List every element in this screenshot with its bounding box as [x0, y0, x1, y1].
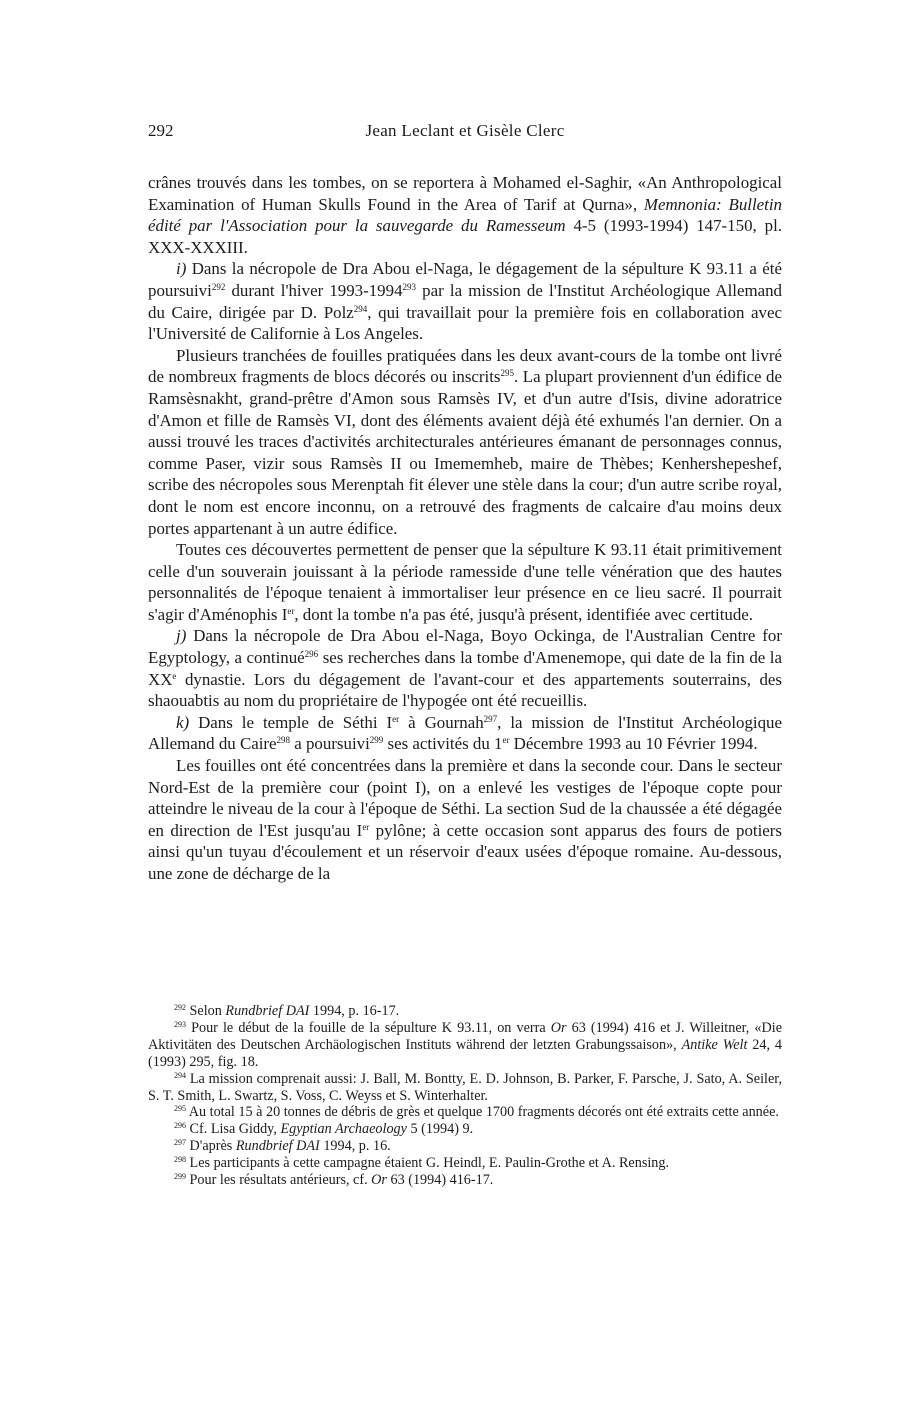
italic-title: Antike Welt — [681, 1036, 748, 1053]
text-run: Pour les résultats antérieurs, cf. — [186, 1172, 372, 1189]
text-run: 24, 4 (1993) 295, fig. 18. — [148, 1036, 782, 1070]
text-run: Toutes ces découvertes permettent de penser que la sépulture K 93.11 était primitivement celle d'un souverain jouissant à la période ramesside d'une telle vénération que des hautes personnalités de l'époque tenaient à immortaliser leur présence en ce lieu sacré. Il pourrait s'agir d'Aménophis I — [148, 540, 782, 624]
page-number: 292 — [148, 121, 174, 140]
italic-title: Or — [550, 1019, 567, 1036]
footnote-ref[interactable]: 294 — [353, 303, 368, 314]
text-run: ses activités du 1 — [383, 734, 503, 754]
text-run: Plusieurs tranchées de fouilles pratiquées dans les deux avant-cours de la tombe ont livré de nombreux fragments de blocs décorés ou inscrits — [148, 345, 782, 387]
text-run: 5 (1994) 9. — [406, 1121, 474, 1138]
text-run: 63 (1994) 416 et J. Willeitner, «Die Aktivitäten des Deutschen Archäologischen Instituts während der letzten Grabungssaison», — [148, 1019, 783, 1053]
paragraph — [148, 625, 782, 711]
text-run: Cf. Lisa Giddy, — [186, 1121, 281, 1138]
text-run: a poursuivi — [290, 734, 370, 754]
footnote — [148, 1071, 782, 1105]
footnote — [148, 1121, 782, 1138]
text-run: 63 (1994) 416-17. — [386, 1172, 494, 1189]
footnote-ref[interactable]: 299 — [369, 735, 384, 746]
footnote — [148, 1104, 782, 1121]
text-run: Dans le temple de Séthi I — [189, 712, 393, 732]
text-run: Les fouilles ont été concentrées dans la première et dans la seconde cour. Dans le secteur Nord-Est de la première cour (point I), on a enlevé les vestiges de l'époque copte pour atteindre le niveau de la cour à l'époque de Séthi. La section Sud de la chaussée a été dégagée en direction de l'Est jusqu'au I — [148, 756, 782, 840]
paragraph — [148, 258, 782, 344]
footnote-number: 295 — [174, 1104, 186, 1114]
text-run: . La plupart proviennent d'un édifice de Ramsèsnakht, grand-prêtre d'Amon sous Ramsès IV, et d'un autre d'Isis, divine adoratrice d'Amon et fille de Ramsès VI, dont des éléments avaient déjà été exhumés l'an dernier. On a aussi trouvé les traces d'activités architecturales antérieures émanant de personnages connus, comme Paser, vizir sous Ramsès II ou Imememheb, maire de Thèbes; Kenhershepeshef, scribe des nécropoles sous Merenptah fit élever une stèle dans la cour; d'un autre scribe royal, dont le nom est encore inconnu, on a retrouvé des fragments de calcaire d'au moins deux portes appartenant à un autre édifice. — [148, 367, 782, 538]
section-letter: k) — [176, 712, 190, 732]
text-run: 1994, p. 16-17. — [309, 1003, 400, 1019]
paragraph — [148, 539, 782, 625]
footnote — [148, 1020, 782, 1071]
italic-title: Egyptian Archaeology — [280, 1121, 407, 1138]
text-run: à Gournah — [399, 712, 484, 732]
running-title: Jean Leclant et Gisèle Clerc — [365, 121, 565, 140]
text-run: par la mission de l'Institut Archéologique Allemand du Caire, dirigée par D. Polz — [148, 280, 782, 322]
running-header — [148, 121, 782, 143]
footnote-ref[interactable]: 292 — [211, 281, 226, 292]
text-run: dynastie. Lors du dégagement de l'avant-cour et des appartements souterrains, des shaouabtis au nom du propriétaire de l'hypogée ont été recueillis. — [148, 669, 782, 711]
footnote — [148, 1138, 782, 1155]
footnote-number: 299 — [174, 1172, 186, 1182]
text-run: , dont la tombe n'a pas été, jusqu'à présent, identifiée avec certitude. — [294, 604, 754, 624]
section-letter: i) — [176, 259, 187, 279]
ordinal-superscript: e — [172, 670, 177, 681]
footnote-number: 292 — [174, 1003, 186, 1012]
text-run: pylône; à cette occasion sont apparus des fours de potiers ainsi qu'un tuyau d'écoulement et un réservoir d'eaux usées d'époque romaine. Au-dessous, une zone de décharge de la — [148, 820, 782, 883]
paragraph — [148, 712, 782, 755]
ordinal-superscript: er — [362, 821, 370, 832]
footnote-number: 296 — [174, 1121, 186, 1131]
ordinal-superscript: er — [392, 713, 400, 724]
text-run: La mission comprenait aussi: J. Ball, M. Bontty, E. D. Johnson, B. Parker, F. Parsche, J. Sato, A. Seiler, S. T. Smith, L. Swartz, S. Voss, C. Weyss et S. Winterhalter. — [148, 1070, 782, 1104]
text-run: Au total 15 à 20 tonnes de débris de grès et quelque 1700 fragments décorés ont été extraits cette année. — [186, 1104, 779, 1121]
text-run: Dans la nécropole de Dra Abou el-Naga, le dégagement de la sépulture K 93.11 a été poursuivi — [148, 259, 782, 300]
footnote-ref[interactable]: 297 — [483, 713, 498, 724]
text-run: Décembre 1993 au 10 Février 1994. — [509, 734, 758, 754]
text-run: ses recherches dans la tombe d'Amenemope, qui date de la fin de la XX — [148, 648, 782, 689]
text-run: Les participants à cette campagne étaient G. Heindl, E. Paulin-Grothe et A. Rensing. — [186, 1155, 670, 1172]
footnotes — [148, 1003, 782, 1189]
text-run: , qui travaillait pour la première fois en collaboration avec l'Université de Californie à Los Angeles. — [148, 302, 782, 344]
footnote-ref[interactable]: 296 — [304, 649, 319, 660]
footnote-number: 298 — [174, 1155, 186, 1165]
ordinal-superscript: er — [287, 605, 295, 616]
footnote — [148, 1003, 782, 1020]
italic-title: Rundbrief DAI — [225, 1003, 310, 1019]
text-run: durant l'hiver 1993-1994 — [225, 280, 403, 300]
paragraph — [148, 755, 782, 885]
text-run: D'après — [186, 1138, 236, 1155]
footnote-number: 293 — [174, 1019, 186, 1029]
italic-title: Rundbrief DAI — [235, 1138, 320, 1155]
italic-title: Or — [371, 1172, 387, 1189]
main-text — [148, 172, 782, 885]
footnote-number: 294 — [174, 1070, 186, 1080]
text-run: Selon — [186, 1003, 226, 1019]
paragraph — [148, 345, 782, 539]
text-run: , la mission de l'Institut Archéologique Allemand du Caire — [148, 712, 782, 754]
ordinal-superscript: er — [502, 735, 510, 746]
footnote-ref[interactable]: 293 — [402, 281, 417, 292]
footnote — [148, 1172, 782, 1189]
text-run: Pour le début de la fouille de la sépulture K 93.11, on verra — [186, 1019, 551, 1036]
footnote-ref[interactable]: 295 — [500, 368, 515, 379]
italic-title: Memnonia: Bulletin édité par l'Association pour la sauvegarde du Ramesseum — [148, 194, 783, 236]
section-letter: j) — [176, 626, 187, 646]
footnote-number: 297 — [174, 1138, 186, 1148]
text-run: Dans la nécropole de Dra Abou el-Naga, Boyo Ockinga, de l'Australian Centre for Egyptology, a continué — [148, 626, 782, 668]
footnote-ref[interactable]: 298 — [276, 735, 291, 746]
text-run: 1994, p. 16. — [319, 1138, 391, 1155]
text-run: crânes trouvés dans les tombes, on se reportera à Mohamed el-Saghir, «An Anthropological Examination of Human Skulls Found in the Area of Tarif at Qurna», — [148, 173, 782, 214]
footnote — [148, 1155, 782, 1172]
text-run: 4-5 (1993-1994) 147-150, pl. XXX-XXXIII. — [148, 216, 782, 257]
paragraph — [148, 172, 782, 258]
